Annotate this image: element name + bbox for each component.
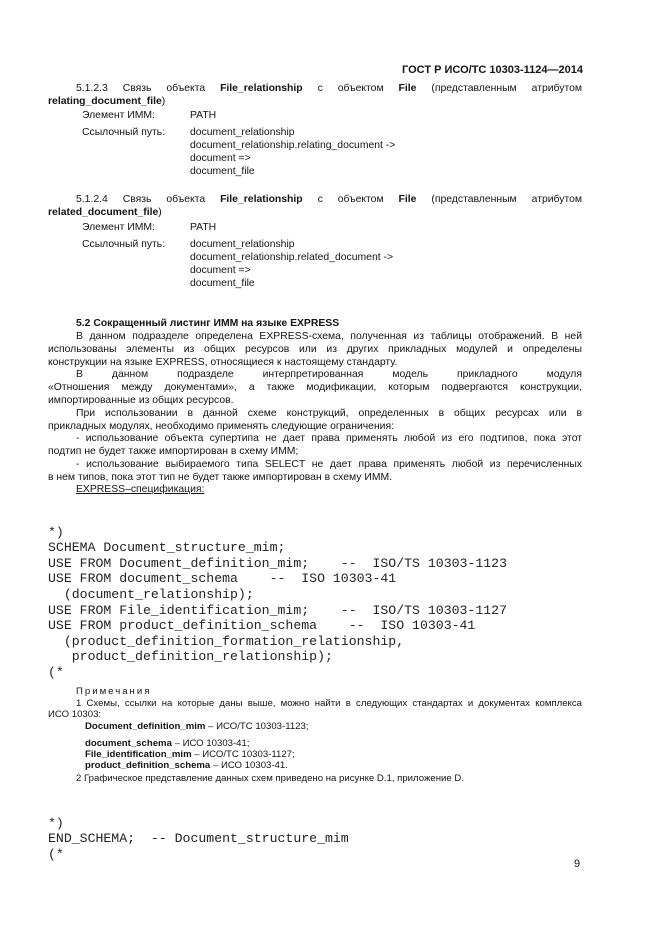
code-line: *) — [48, 815, 64, 831]
note-2: 2 Графическое представление данных схем приведено на рисунке D.1, приложение D. — [76, 773, 464, 784]
bullet-line: - использование выбираемого типа SELECT не дает права применять любой из перечисленных — [76, 459, 582, 470]
bullet-line: - использование объекта супертипа не дает права применять любой из его подтипов, пока этот — [76, 433, 582, 444]
code-line: *) — [48, 524, 64, 540]
word: объекта — [166, 83, 206, 94]
note-ref — [85, 760, 288, 772]
word: Связь — [122, 194, 152, 205]
code-line: USE FROM product_definition_schema -- ISO 10303-41 — [48, 618, 476, 634]
clause-5-1-2-4-line1 — [76, 194, 582, 207]
word: объектом — [337, 194, 384, 205]
word: Связь — [122, 83, 152, 94]
code-line: SCHEMA Document_structure_mim; — [48, 540, 286, 556]
code-line: END_SCHEMA; -- Document_structure_mim — [48, 831, 349, 847]
code-block-1 — [48, 509, 507, 696]
word: (представленным — [431, 194, 517, 205]
text: ) — [158, 207, 162, 218]
schema-name: File_identification_mim — [85, 749, 192, 760]
code-line: (product_definition_formation_relationship, — [48, 633, 405, 649]
clause-5-1-2-3-line1 — [76, 83, 582, 96]
path-line: document_file — [190, 278, 255, 289]
express-spec-label: EXPRESS–спецификация: — [76, 484, 205, 495]
clause-number: 5.1.2.3 — [76, 83, 108, 94]
schema-name: product_definition_schema — [85, 760, 211, 771]
paragraph-line: прикладных модулях, необходимо применять следующие ограничения: — [48, 421, 395, 432]
document-header: ГОСТ Р ИСО/ТС 10303-1124—2014 — [402, 64, 583, 76]
note-ref — [85, 721, 309, 733]
word: с — [317, 83, 323, 94]
elem-label: Элемент ИММ: — [82, 222, 155, 233]
paragraph-line: «Отношения между документами», а также модификации, которым подвергаются конструкции, — [48, 382, 582, 393]
word: объекта — [166, 194, 206, 205]
code-line: (document_relationship); — [48, 586, 254, 602]
clause-5-1-2-4-line2 — [48, 207, 162, 220]
code-line: USE FROM Document_definition_mim; -- ISO/TS 10303-1123 — [48, 555, 507, 571]
bullet-line: в нем типов, пока этот тип не будет также импортирован в схему ИММ. — [48, 472, 393, 483]
path-line: document_relationship.related_document -> — [190, 252, 394, 263]
paragraph-line: импортированные из общих ресурсов. — [48, 395, 234, 406]
code-line: USE FROM document_schema -- ISO 10303-41 — [48, 571, 397, 587]
code-line: (* — [48, 846, 64, 862]
bullet-line: подтип не будет также импортирован в схему ИММ; — [48, 446, 299, 457]
section-title: 5.2 Сокращенный листинг ИММ на языке EXPRESS — [76, 318, 340, 329]
code-block-2 — [48, 800, 349, 878]
notes-title: Примечания — [76, 686, 152, 697]
schema-name: document_schema — [85, 738, 172, 749]
word: атрибутом — [531, 83, 583, 94]
path-line: document_relationship — [190, 239, 295, 250]
word: атрибутом — [531, 194, 583, 205]
elem-value: PATH — [190, 222, 217, 233]
elem-label: Элемент ИММ: — [82, 110, 155, 121]
word: объектом — [337, 83, 384, 94]
text: ) — [161, 96, 166, 107]
paragraph-line: использованы элементы из общих ресурсов или из других прикладных модулей и определены — [48, 344, 582, 355]
code-line: (* — [48, 664, 64, 680]
note-1-line1: 1 Схемы, ссылки на которые даны выше, можно найти в следующих стандартах и документах комплекса — [76, 698, 582, 709]
path-line: document => — [190, 265, 251, 276]
path-line: document => — [190, 153, 251, 164]
entity-name: File_relationship — [220, 194, 303, 205]
path-line: document_file — [190, 166, 255, 177]
paragraph-line: В данном подразделе определена EXPRESS-схема, полученная из таблицы отображений. В ней — [76, 331, 582, 342]
note-ref — [85, 738, 250, 750]
paragraph-line: В данном подразделе интерпретированная модель прикладного модуля — [76, 369, 582, 380]
paragraph-line: При использовании в данной схеме конструкций, определенных в общих ресурсах или в — [76, 408, 582, 419]
entity-name: File_relationship — [220, 83, 303, 94]
standard-ref: – ИСО 10303-41; — [171, 738, 250, 749]
standard-ref: – ИСО/ТС 10303-1127; — [191, 749, 295, 760]
entity-name: File — [398, 83, 417, 94]
word: с — [317, 194, 323, 205]
path-label: Ссылочный путь: — [82, 239, 166, 250]
standard-ref: – ИСО/ТС 10303-1123; — [205, 721, 309, 732]
elem-value: PATH — [190, 110, 217, 121]
clause-5-1-2-3-line2 — [48, 96, 165, 109]
schema-name: Document_definition_mim — [85, 721, 206, 732]
attribute-name: related_document_file — [48, 207, 159, 218]
code-line: product_definition_relationship); — [48, 649, 333, 665]
page-number: 9 — [574, 858, 581, 870]
entity-name: File — [398, 194, 417, 205]
clause-number: 5.1.2.4 — [76, 194, 108, 205]
attribute-name: relating_document_file — [48, 96, 162, 107]
word: (представленным — [431, 83, 517, 94]
code-line: USE FROM File_identification_mim; -- ISO/TS 10303-1127 — [48, 602, 507, 618]
paragraph-line: конструкции на языке EXPRESS, относящиеся к настоящему стандарту. — [48, 357, 398, 368]
standard-ref: – ИСО 10303-41. — [210, 760, 288, 771]
note-1-line2: ИСО 10303: — [48, 709, 102, 720]
path-line: document_relationship — [190, 127, 295, 138]
path-label: Ссылочный путь: — [82, 127, 166, 138]
path-line: document_relationship.relating_document -> — [190, 140, 396, 151]
note-ref — [85, 749, 295, 761]
